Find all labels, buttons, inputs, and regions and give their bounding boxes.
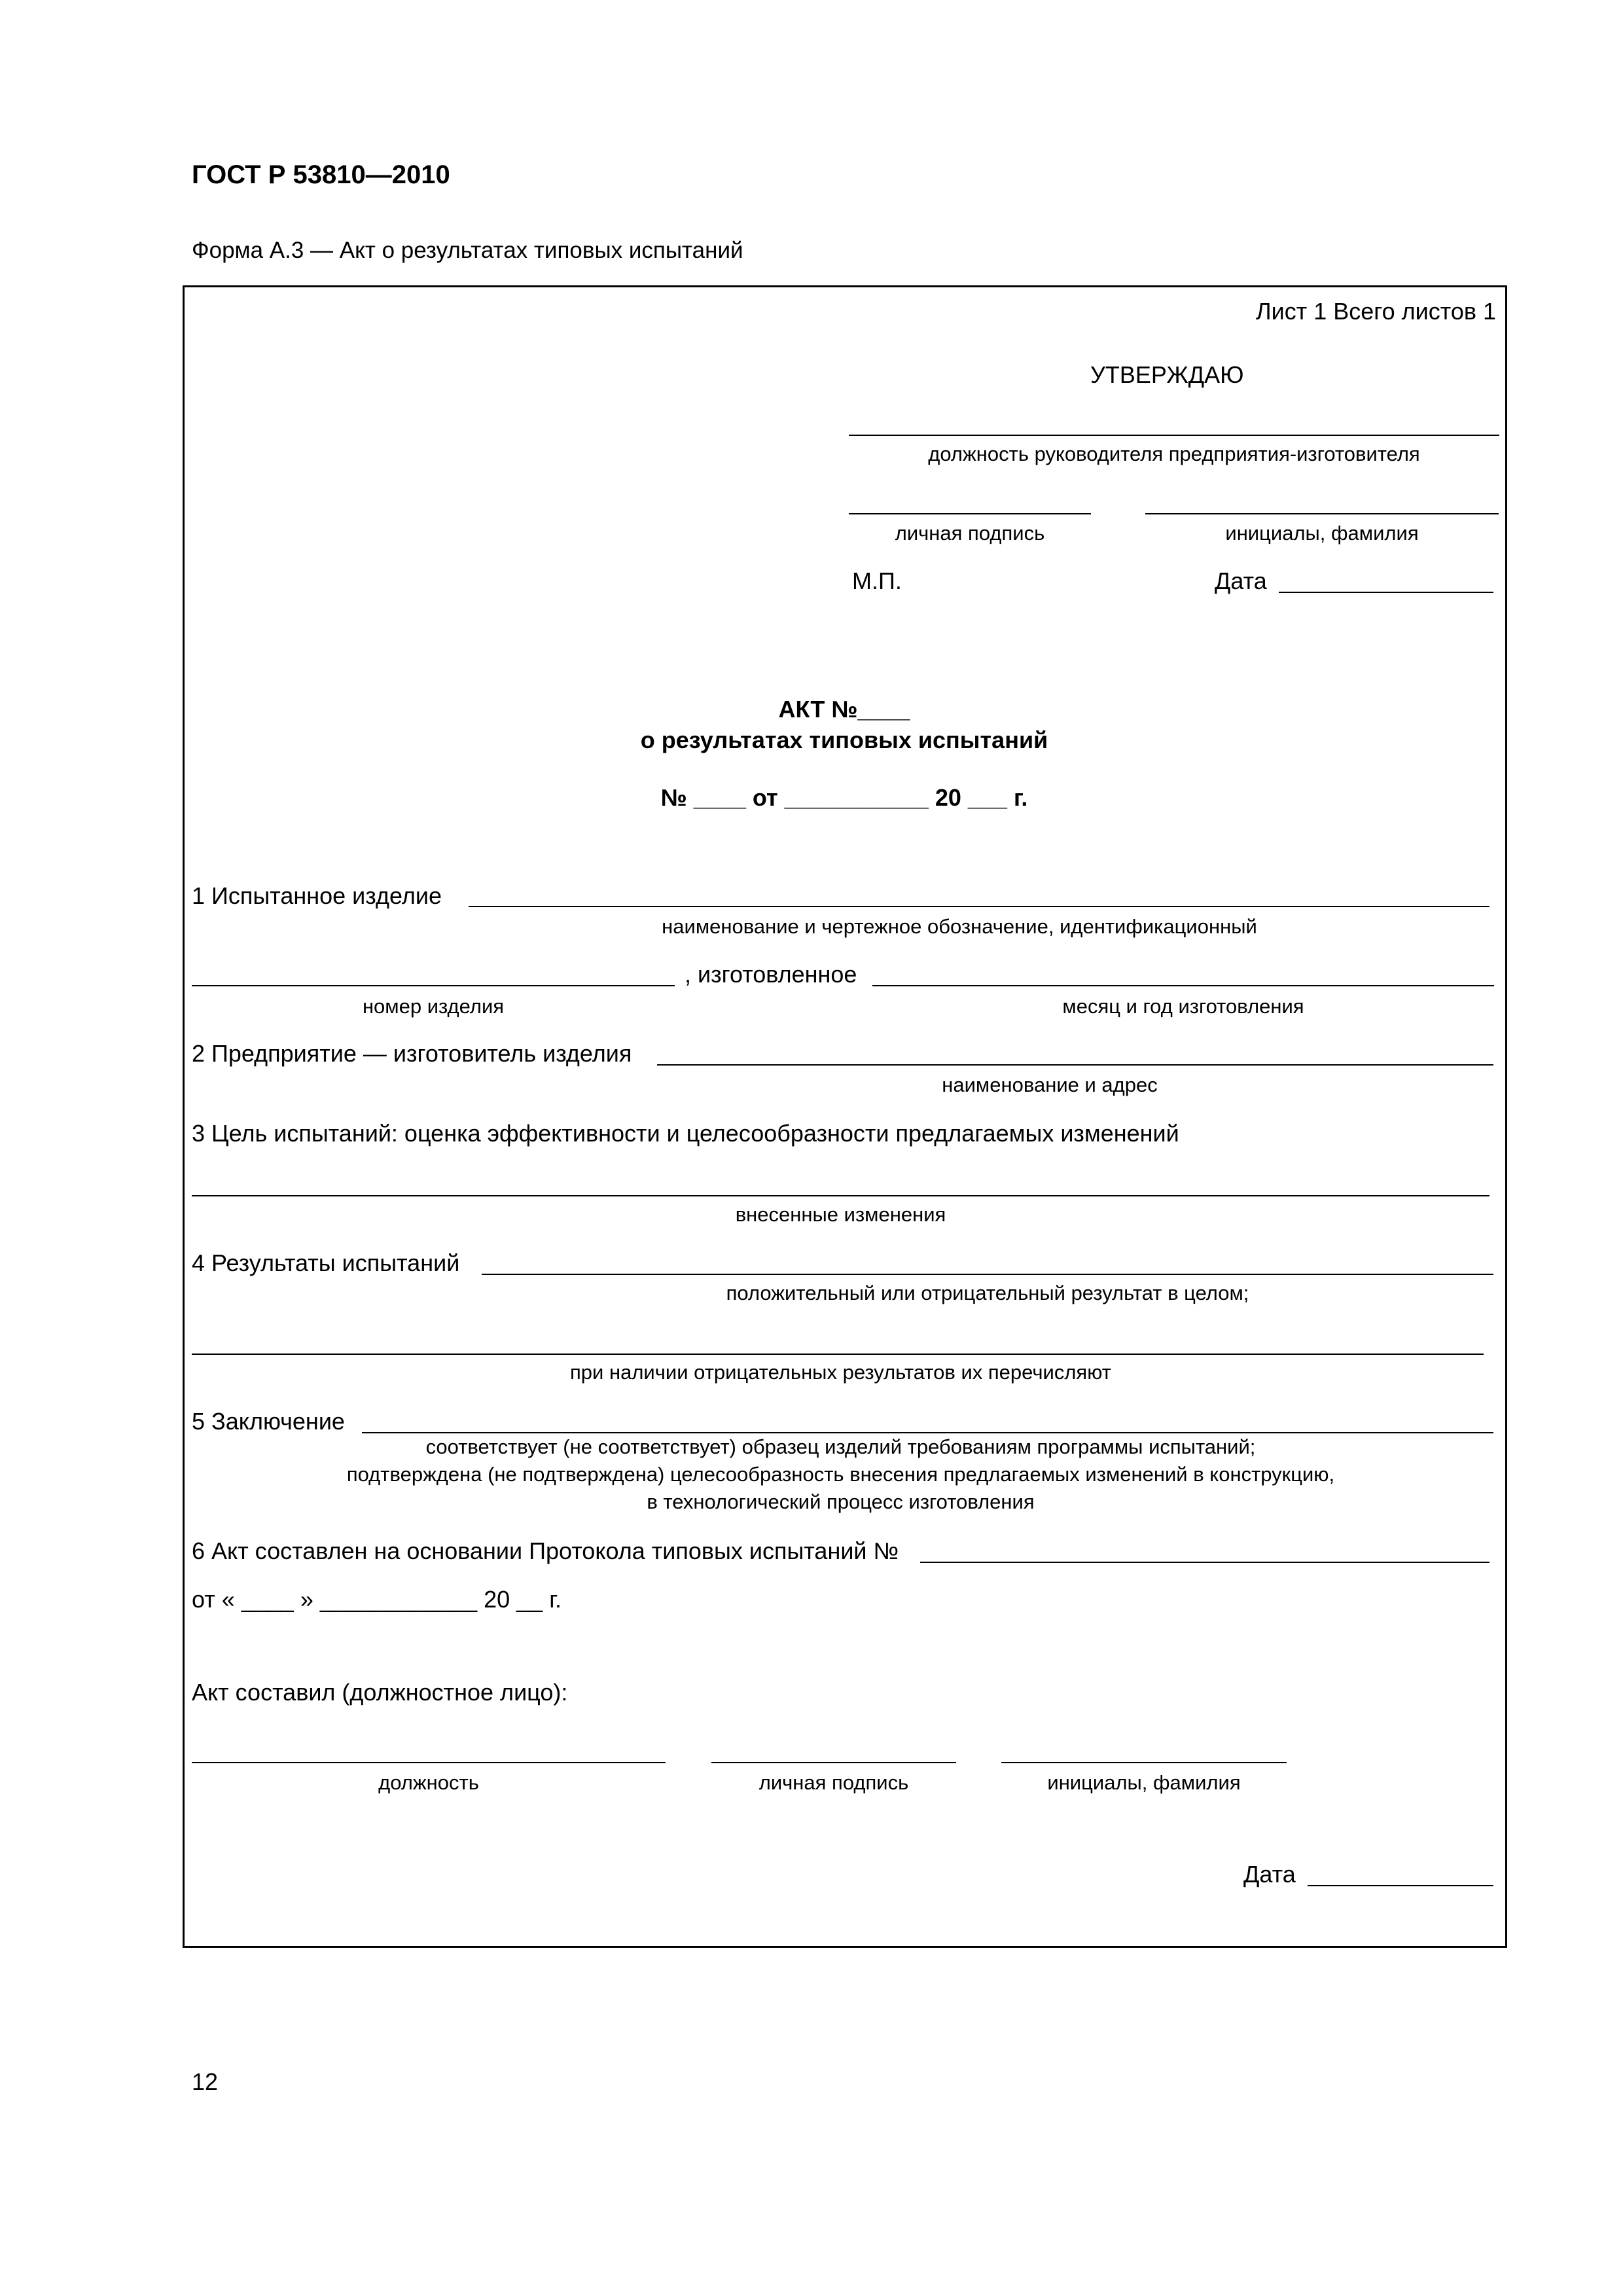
act-title: АКТ №____ — [778, 696, 910, 723]
date-label: Дата — [1215, 567, 1267, 594]
item5-caption2: подтверждена (не подтверждена) целесообразность внесения предлагаемых изменений в конструкцию, — [346, 1463, 1335, 1486]
item1-made-label: , изготовленное — [685, 961, 857, 988]
approve-date-field[interactable] — [1279, 592, 1493, 593]
sheet-info: Лист 1 Всего листов 1 — [1255, 298, 1496, 325]
approve-label: УТВЕРЖДАЮ — [1090, 361, 1244, 388]
stamp-label: М.П. — [852, 567, 902, 594]
item5-label: 5 Заключение — [192, 1408, 345, 1435]
approve-position-field[interactable] — [849, 435, 1499, 436]
act-subtitle: о результатах типовых испытаний — [640, 726, 1048, 753]
item6-date: от « ____ » ____________ 20 __ г. — [192, 1586, 562, 1613]
item3-caption: внесенные изменения — [735, 1203, 946, 1226]
approve-signature-field[interactable] — [849, 513, 1091, 514]
bottom-date-field[interactable] — [1308, 1885, 1493, 1886]
standard-title: ГОСТ Р 53810—2010 — [192, 160, 450, 189]
item1-product-field[interactable] — [469, 906, 1489, 907]
item4-label: 4 Результаты испытаний — [192, 1249, 460, 1276]
item4-caption2: при наличии отрицательных результатов их перечисляют — [570, 1361, 1111, 1384]
item4-caption1: положительный или отрицательный результат в целом; — [726, 1282, 1249, 1304]
approve-name-field[interactable] — [1145, 513, 1499, 514]
item4-field[interactable] — [482, 1274, 1493, 1275]
bottom-date-label: Дата — [1243, 1861, 1296, 1888]
item5-field[interactable] — [362, 1432, 1493, 1433]
item6-label: 6 Акт составлен на основании Протокола типовых испытаний № — [192, 1537, 899, 1564]
page-number: 12 — [192, 2068, 219, 2095]
item3-label: 3 Цель испытаний: оценка эффективности и целесообразности предлагаемых изменений — [192, 1120, 1179, 1147]
item1-label: 1 Испытанное изделие — [192, 882, 442, 909]
approve-signature-caption: личная подпись — [895, 522, 1045, 545]
item1-caption: наименование и чертежное обозначение, идентификационный — [662, 915, 1257, 938]
compiled-by-label: Акт составил (должностное лицо): — [192, 1679, 568, 1706]
approve-name-caption: инициалы, фамилия — [1225, 522, 1419, 545]
compiled-name-caption: инициалы, фамилия — [1047, 1771, 1241, 1794]
item6-protocol-field[interactable] — [920, 1562, 1489, 1563]
item4-details-field[interactable] — [192, 1354, 1484, 1355]
act-number-date: № ____ от ___________ 20 ___ г. — [660, 784, 1028, 811]
compiled-signature-field[interactable] — [711, 1762, 956, 1763]
item1-date-caption: месяц и год изготовления — [1062, 995, 1304, 1018]
item1-number-field[interactable] — [192, 985, 675, 986]
compiled-name-field[interactable] — [1001, 1762, 1287, 1763]
compiled-position-caption: должность — [378, 1771, 479, 1794]
approve-position-caption: должность руководителя предприятия-изготовителя — [928, 442, 1420, 465]
item1-number-caption: номер изделия — [362, 995, 505, 1018]
item2-label: 2 Предприятие — изготовитель изделия — [192, 1040, 632, 1067]
item2-field[interactable] — [657, 1064, 1493, 1066]
compiled-position-field[interactable] — [192, 1762, 666, 1763]
item3-field[interactable] — [192, 1195, 1489, 1196]
item5-caption3: в технологический процесс изготовления — [647, 1490, 1035, 1513]
item2-caption: наименование и адрес — [942, 1073, 1158, 1096]
item1-date-field[interactable] — [872, 985, 1494, 986]
compiled-signature-caption: личная подпись — [758, 1771, 909, 1794]
item5-caption1: соответствует (не соответствует) образец изделий требованиям программы испытаний; — [425, 1435, 1256, 1458]
form-caption: Форма А.3 — Акт о результатах типовых испытаний — [192, 238, 743, 263]
